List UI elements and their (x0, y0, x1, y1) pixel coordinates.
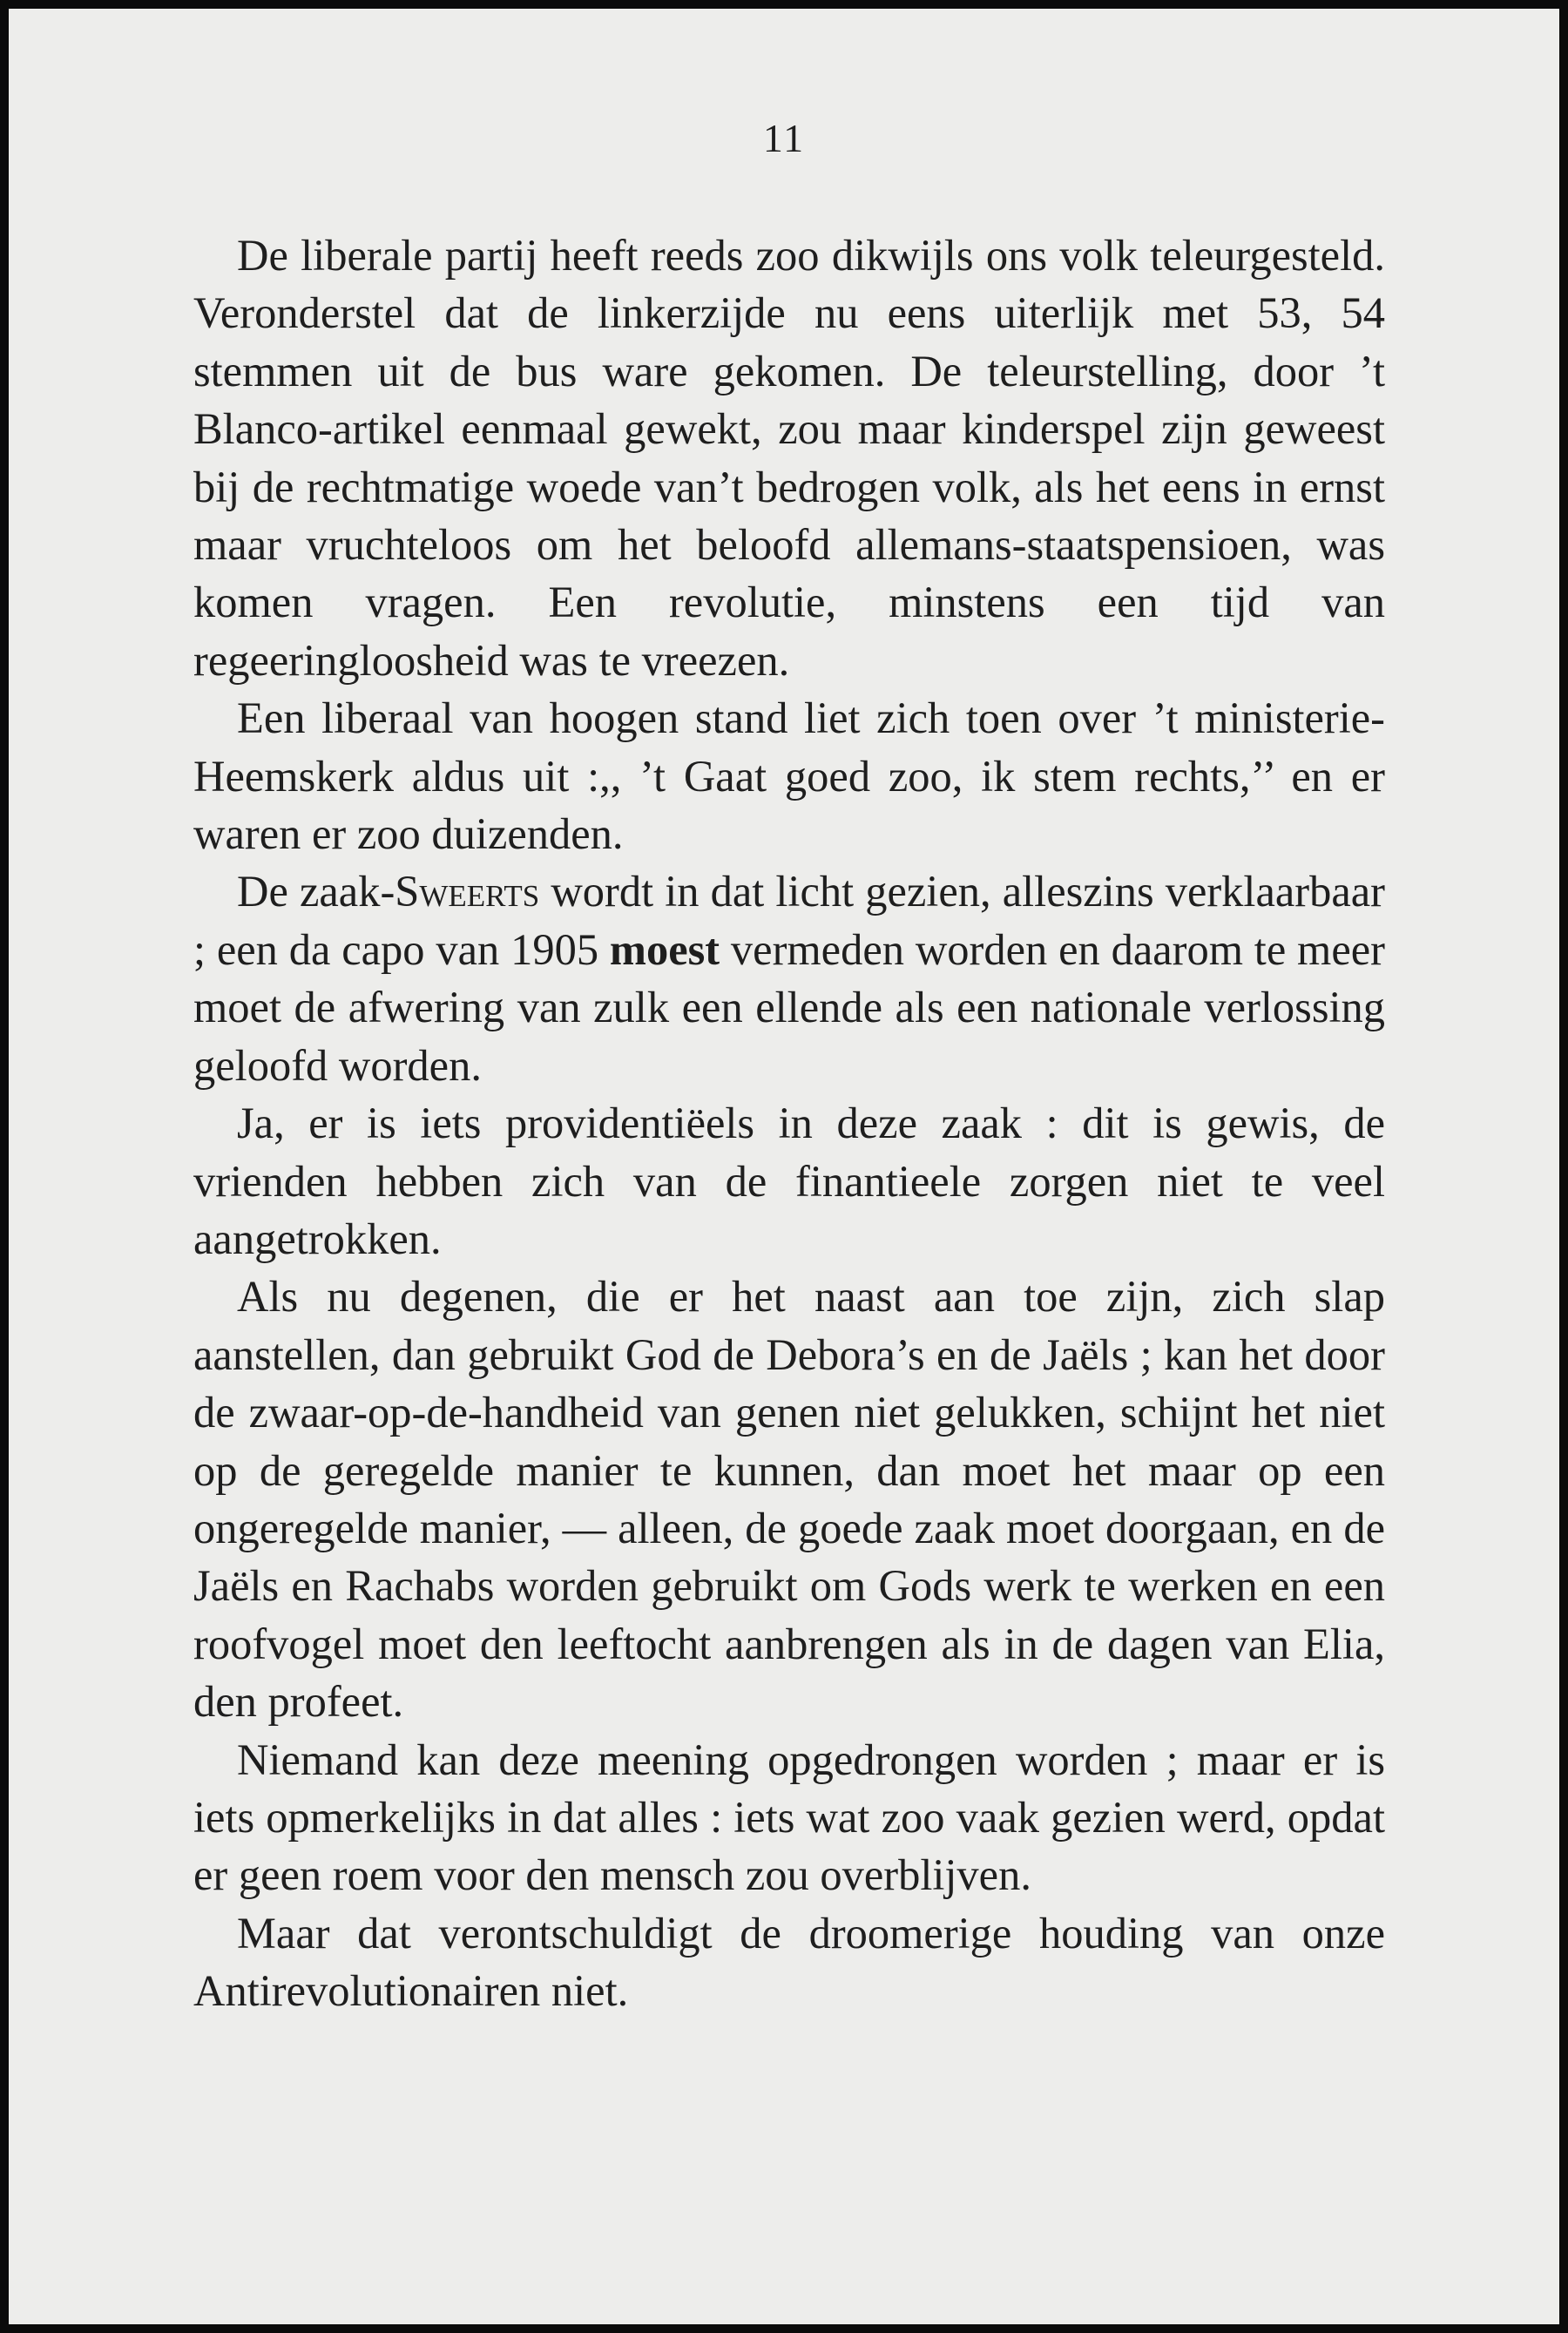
body-text (193, 227, 1385, 2020)
paragraph-4: Ja, er is iets providentiëels in deze zaak : dit is gewis, de vrienden hebben zich van de finantieele zorgen niet te veel aangetrokken. (193, 1099, 1385, 1263)
page-number: 11 (762, 116, 806, 160)
emphasis-moest: moest (609, 924, 720, 974)
paragraph-3-text-start: De zaak- (237, 867, 395, 916)
paragraph-1: De liberale partij heeft reeds zoo dikwijls ons volk teleurgesteld. Veronderstel dat de linkerzijde nu eens uiterlijk met 53, 54 stemmen uit de bus ware gekomen. De teleurstelling, door ’t Blanco-artikel eenmaal gewekt, zou maar kinderspel zijn geweest bij de rechtmatige woede van’t bedrogen volk, als het eens in ernst maar vruchteloos om het beloofd allemans-staatspensioen, was komen vragen. Een revolutie, minstens een tijd van regeeringloosheid was te vreezen. (193, 231, 1385, 685)
paragraph-6: Niemand kan deze meening opgedrongen worden ; maar er is iets opmerkelijks in dat alles : iets wat zoo vaak gezien werd, opdat er geen roem voor den mensch zou overblijven. (193, 1735, 1385, 1900)
name-sweerts: Sweerts (395, 867, 540, 916)
paragraph-5: Als nu degenen, die er het naast aan toe zijn, zich slap aanstellen, dan gebruikt God de Debora’s en de Jaëls ; kan het door de zwaar-op-de-handheid van genen niet gelukken, schijnt het niet op de geregelde manier te kunnen, dan moet het maar op een ongeregelde manier, — alleen, de goede zaak moet doorgaan, en de Jaëls en Rachabs worden gebruikt om Gods werk te werken en een roofvogel moet den leeftocht aanbrengen als in de dagen van Elia, den profeet. (193, 1272, 1385, 1727)
paragraph-7: Maar dat verontschuldigt de droomerige houding van onze Antirevolutionairen niet. (193, 1908, 1385, 2016)
book-page (9, 9, 1559, 2324)
paragraph-3-text-middle: wordt in dat licht gezien, alleszins verklaarbaar ; een da capo van 1905 (193, 867, 1385, 974)
paragraph-2: Een liberaal van hoogen stand liet zich toen over ’t ministerie-Heemskerk aldus uit :,, ’t Gaat goed zoo, ik stem rechts,’’ en er waren er zoo duizenden. (193, 693, 1385, 859)
paragraph-3-text-end: vermeden worden en daarom te meer moet de afwering van zulk een ellende als een nationale verlossing geloofd worden. (193, 924, 1385, 1090)
paragraph-3 (193, 862, 1385, 1094)
